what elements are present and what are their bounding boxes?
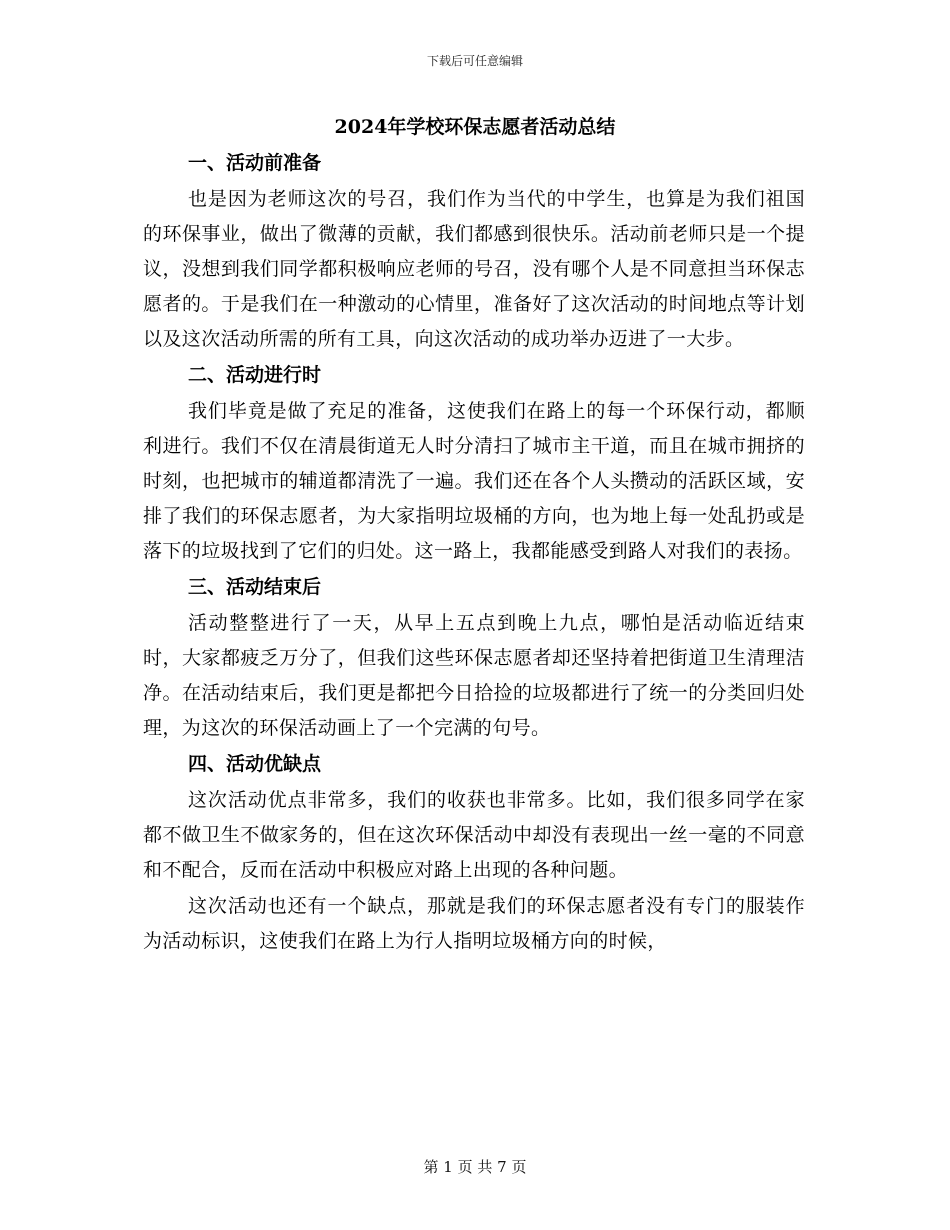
section-paragraph: 也是因为老师这次的号召，我们作为当代的中学生，也算是为我们祖国的环保事业，做出了微薄的贡献，我们都感到很快乐。活动前老师只是一个提议，没想到我们同学都积极响应老师的号召，没有哪个人是不同意担当环保志愿者的。于是我们在一种激动的心情里，准备好了这次活动的时间地点等计划以及这次活动所需的所有工具，向这次活动的成功举办迈进了一大步。 [143, 188, 805, 350]
section-paragraph: 活动整整进行了一天，从早上五点到晚上九点，哪怕是活动临近结束时，大家都疲乏万分了，但我们这些环保志愿者却还坚持着把街道卫生清理洁净。在活动结束后，我们更是都把今日拾捡的垃圾都进行了统一的分类回归处理，为这次的环保活动画上了一个完满的句号。 [143, 612, 805, 739]
page-footer-number: 第 1 页 共 7 页 [423, 1158, 527, 1176]
section-paragraph: 这次活动也还有一个缺点，那就是我们的环保志愿者没有专门的服装作为活动标识，这使我们在路上为行人指明垃圾桶方向的时候， [143, 895, 805, 952]
section-heading-preparation: 一、活动前准备 [188, 152, 322, 174]
document-title: 2024年学校环保志愿者活动总结 [334, 116, 616, 138]
section-heading-in-progress: 二、活动进行时 [188, 364, 322, 386]
section-paragraph: 我们毕竟是做了充足的准备，这使我们在路上的每一个环保行动，都顺利进行。我们不仅在清晨街道无人时分清扫了城市主干道，而且在城市拥挤的时刻，也把城市的辅道都清洗了一遍。我们还在各个人头攒动的活跃区域，安排了我们的环保志愿者，为大家指明垃圾桶的方向，也为地上每一处乱扔或是落下的垃圾找到了它们的归处。这一路上，我都能感受到路人对我们的表扬。 [143, 400, 805, 562]
document-body [143, 146, 805, 959]
section-paragraph: 这次活动优点非常多，我们的收获也非常多。比如，我们很多同学在家都不做卫生不做家务的，但在这次环保活动中却没有表现出一丝一毫的不同意和不配合，反而在活动中积极应对路上出现的各种问题。 [143, 789, 805, 881]
page-header-note: 下载后可任意编辑 [426, 54, 523, 68]
section-heading-pros-cons: 四、活动优缺点 [188, 753, 322, 775]
section-heading-after: 三、活动结束后 [188, 576, 322, 598]
